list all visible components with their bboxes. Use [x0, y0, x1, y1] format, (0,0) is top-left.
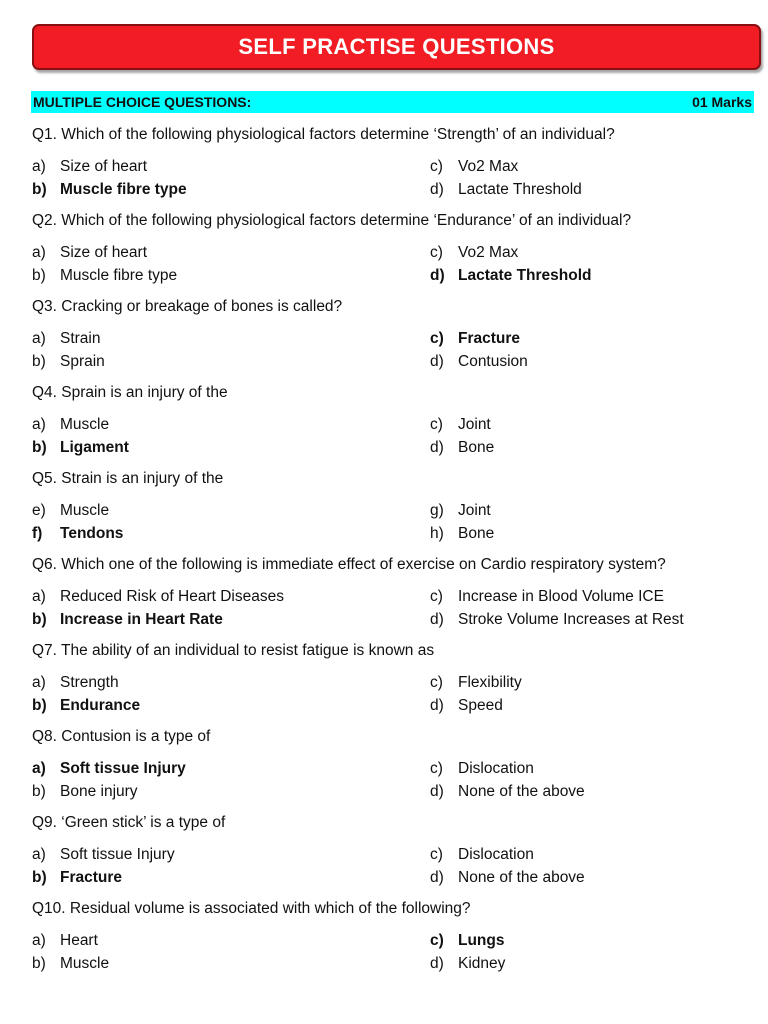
answer-option: [32, 844, 430, 867]
answer-option: [430, 781, 760, 804]
answer-option: [32, 523, 430, 546]
answer-option: [32, 437, 430, 460]
option-text: Bone: [458, 524, 495, 542]
section-label: MULTIPLE CHOICE QUESTIONS:: [33, 94, 252, 110]
answer-option: [32, 156, 430, 179]
option-letter: a): [32, 416, 46, 433]
question-text: Q8. Contusion is a type of: [32, 728, 211, 745]
option-text: Bone injury: [60, 782, 138, 800]
answer-option: [32, 758, 430, 781]
option-text: Muscle fibre type: [60, 266, 178, 284]
answer-option: [430, 351, 760, 374]
answer-option: [32, 179, 430, 202]
option-text: Muscle: [60, 954, 110, 972]
option-letter: d): [430, 782, 444, 800]
option-letter: c): [430, 760, 443, 777]
options-grid: [32, 328, 760, 373]
option-letter: b): [32, 266, 46, 284]
option-letter: d): [430, 180, 444, 198]
option-text: Size of heart: [60, 244, 148, 261]
option-text: None of the above: [458, 868, 585, 886]
option-text: Dislocation: [458, 846, 534, 863]
option-letter: f): [32, 524, 43, 542]
option-letter: b): [32, 352, 46, 370]
question-block: [32, 554, 760, 631]
option-text: Joint: [458, 502, 491, 519]
answer-option: [430, 523, 760, 546]
answer-option: [32, 351, 430, 374]
answer-option: [430, 179, 760, 202]
question-text: Q10. Residual volume is associated with which of the following?: [32, 900, 471, 917]
option-letter: b): [32, 610, 47, 628]
option-text: Bone: [458, 438, 495, 456]
option-letter: a): [32, 932, 46, 949]
option-text: Soft tissue Injury: [60, 846, 175, 863]
answer-option: [32, 953, 430, 976]
option-text: Flexibility: [458, 674, 522, 691]
answer-option: [430, 930, 760, 953]
option-text: Lactate Threshold: [458, 180, 582, 198]
option-text: Tendons: [60, 524, 124, 542]
option-letter: b): [32, 438, 47, 456]
answer-option: [430, 609, 760, 632]
option-letter: c): [430, 846, 443, 863]
answer-option: [32, 414, 430, 437]
answer-option: [32, 586, 430, 609]
option-letter: e): [32, 502, 46, 519]
answer-option: [32, 609, 430, 632]
option-text: Lactate Threshold: [458, 266, 592, 284]
option-letter: a): [32, 846, 46, 863]
question-block: [32, 124, 760, 201]
answer-option: [32, 500, 430, 523]
section-marks: 01 Marks: [692, 94, 752, 110]
option-text: Muscle: [60, 416, 110, 433]
question-text: Q2. Which of the following physiological factors determine ‘Endurance’ of an individual?: [32, 212, 632, 229]
option-letter: d): [430, 696, 444, 714]
question-text: Q3. Cracking or breakage of bones is called?: [32, 298, 343, 315]
question-block: [32, 898, 760, 975]
option-letter: b): [32, 696, 47, 714]
question-block: [32, 726, 760, 803]
options-grid: [32, 500, 760, 545]
question-text: Q1. Which of the following physiological factors determine ‘Strength’ of an individual?: [32, 126, 615, 143]
title-banner: [32, 24, 761, 70]
answer-option: [430, 867, 760, 890]
answer-option: [430, 242, 760, 265]
option-letter: b): [32, 782, 46, 800]
option-text: Vo2 Max: [458, 244, 519, 261]
option-letter: d): [430, 352, 444, 370]
answer-option: [430, 414, 760, 437]
option-text: Strain: [60, 330, 101, 347]
option-text: Stroke Volume Increases at Rest: [458, 610, 684, 628]
answer-option: [32, 695, 430, 718]
question-text: Q9. ‘Green stick’ is a type of: [32, 814, 226, 831]
question-block: [32, 296, 760, 373]
option-text: None of the above: [458, 782, 585, 800]
option-text: Fracture: [458, 330, 521, 347]
option-letter: a): [32, 674, 46, 691]
option-letter: d): [430, 438, 444, 456]
answer-option: [430, 156, 760, 179]
option-letter: c): [430, 416, 443, 433]
option-text: Speed: [458, 696, 503, 714]
answer-option: [430, 758, 760, 781]
options-grid: [32, 930, 760, 975]
option-text: Joint: [458, 416, 491, 433]
question-text: Q5. Strain is an injury of the: [32, 470, 224, 487]
option-letter: c): [430, 674, 443, 691]
option-text: Ligament: [60, 438, 129, 456]
answer-option: [430, 695, 760, 718]
option-text: Strength: [60, 674, 119, 691]
question-text: Q7. The ability of an individual to resist fatigue is known as: [32, 642, 435, 659]
page-title: SELF PRACTISE QUESTIONS: [238, 34, 555, 59]
option-letter: c): [430, 244, 443, 261]
options-grid: [32, 586, 760, 631]
answer-option: [32, 265, 430, 288]
option-text: Reduced Risk of Heart Diseases: [60, 588, 284, 605]
option-letter: c): [430, 932, 444, 949]
option-text: Vo2 Max: [458, 158, 519, 175]
option-letter: d): [430, 266, 445, 284]
option-text: Heart: [60, 932, 98, 949]
answer-option: [430, 586, 760, 609]
option-letter: a): [32, 158, 46, 175]
option-letter: a): [32, 760, 46, 777]
option-letter: d): [430, 610, 444, 628]
answer-option: [430, 672, 760, 695]
question-text: Q6. Which one of the following is immediate effect of exercise on Cardio respiratory system?: [32, 556, 666, 573]
option-letter: c): [430, 588, 443, 605]
option-text: Muscle: [60, 502, 110, 519]
options-grid: [32, 156, 760, 201]
option-text: Increase in Blood Volume ICE: [458, 588, 664, 605]
answer-option: [430, 265, 760, 288]
option-text: Lungs: [458, 932, 505, 949]
option-letter: h): [430, 524, 444, 542]
question-block: [32, 468, 760, 545]
option-text: Fracture: [60, 868, 123, 886]
options-grid: [32, 844, 760, 889]
option-letter: a): [32, 330, 46, 347]
option-text: Increase in Heart Rate: [60, 610, 223, 628]
option-letter: g): [430, 502, 444, 519]
option-letter: a): [32, 588, 46, 605]
answer-option: [32, 930, 430, 953]
option-letter: d): [430, 868, 444, 886]
option-letter: d): [430, 954, 444, 972]
option-letter: c): [430, 330, 444, 347]
answer-option: [32, 867, 430, 890]
section-header: [31, 91, 754, 113]
option-text: Contusion: [458, 352, 528, 370]
option-text: Endurance: [60, 696, 141, 714]
option-text: Muscle fibre type: [60, 180, 187, 198]
option-letter: b): [32, 868, 47, 886]
option-letter: a): [32, 244, 46, 261]
answer-option: [430, 953, 760, 976]
question-block: [32, 210, 760, 287]
option-text: Size of heart: [60, 158, 148, 175]
option-text: Dislocation: [458, 760, 534, 777]
answer-option: [32, 328, 430, 351]
answer-option: [32, 672, 430, 695]
answer-option: [32, 781, 430, 804]
answer-option: [32, 242, 430, 265]
option-text: Kidney: [458, 954, 506, 972]
answer-option: [430, 500, 760, 523]
answer-option: [430, 844, 760, 867]
option-letter: b): [32, 180, 47, 198]
question-block: [32, 812, 760, 889]
option-letter: c): [430, 158, 443, 175]
question-block: [32, 382, 760, 459]
options-grid: [32, 414, 760, 459]
options-grid: [32, 758, 760, 803]
question-text: Q4. Sprain is an injury of the: [32, 384, 228, 401]
question-list: [32, 124, 760, 984]
answer-option: [430, 328, 760, 351]
answer-option: [430, 437, 760, 460]
option-text: Soft tissue Injury: [60, 760, 186, 777]
question-block: [32, 640, 760, 717]
options-grid: [32, 672, 760, 717]
option-letter: b): [32, 954, 46, 972]
option-text: Sprain: [60, 352, 105, 370]
options-grid: [32, 242, 760, 287]
